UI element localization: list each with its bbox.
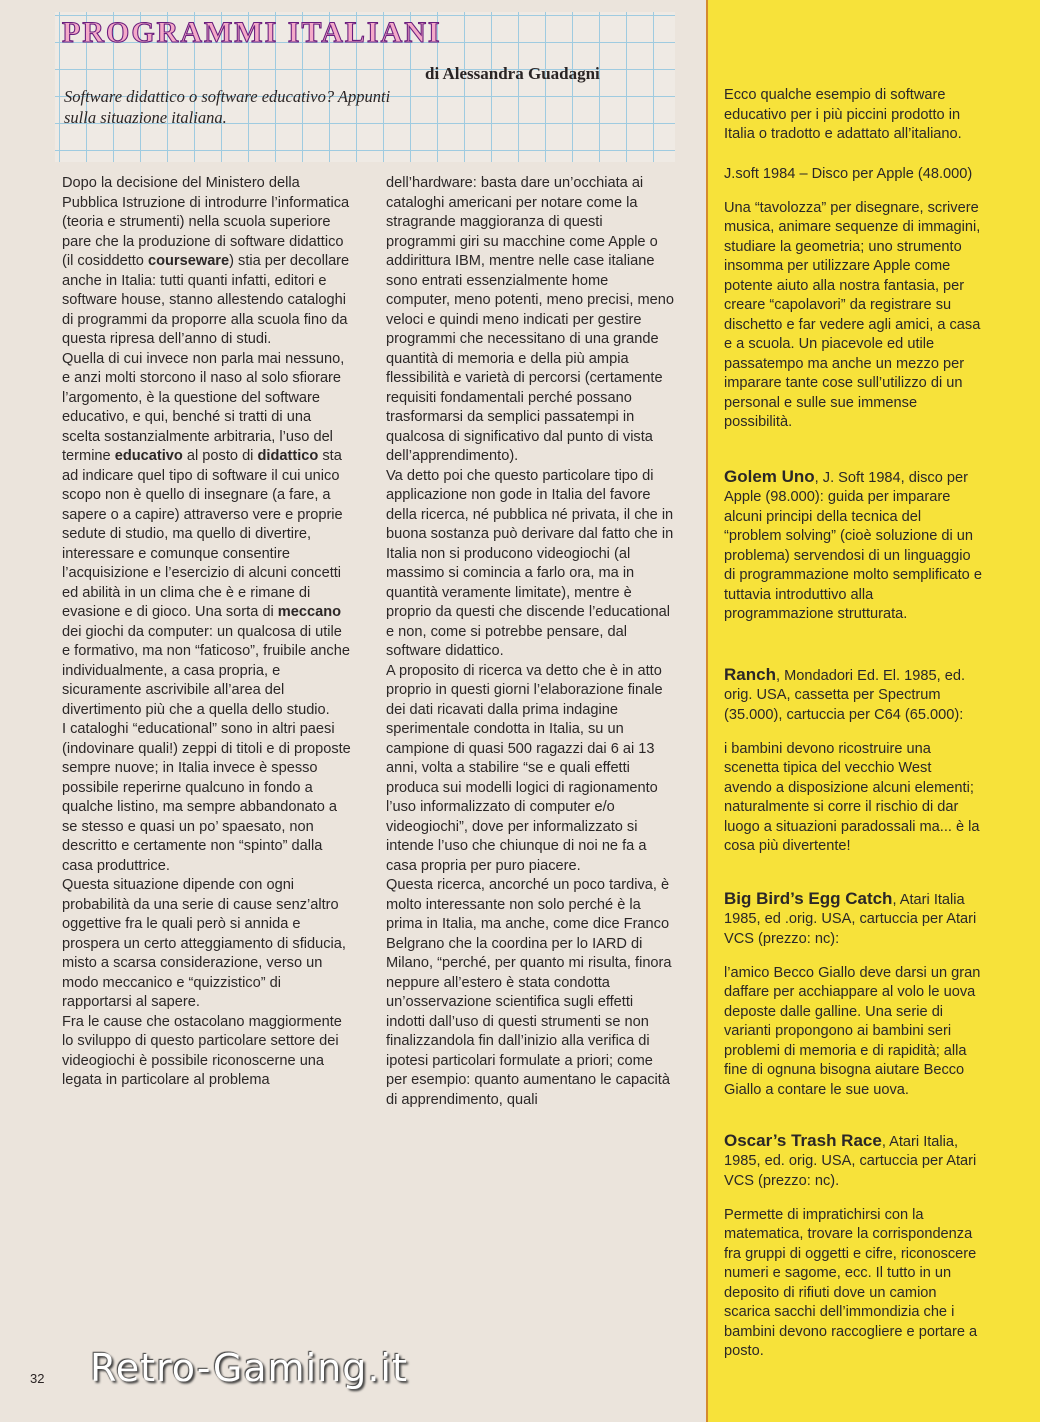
text-run: al posto di <box>182 448 258 464</box>
sidebar-entry-ranch <box>724 650 982 871</box>
paragraph: A proposito di ricerca va detto che è in atto proprio in questi giorni l’elaborazione finale dei dati ricavati dalla prima indagine sperimentale condotta in Italia, su un campione di quasi 500 ragazzi dai 6 ai 13 anni, volta a stabilire “se e quali effetti produca sui modelli logici di ragionamento l’uso informalizzato di computer e/o videogiochi”, dove per informalizzato si intende l’uso che chiunque di noi ne fa a casa propria per puro piacere. <box>386 662 663 874</box>
entry-name: Golem Uno <box>724 466 815 486</box>
text-run: ) stia per decollare anche in Italia: tutti quanti infatti, editori e software house, stanno allestendo cataloghi di programmi da proporre alla scuola fino da questa ripresa dell’anno di studi. <box>62 253 350 347</box>
text-run: dei giochi da computer: un qualcosa di utile e formativo, ma non “faticoso”, fruibile anche individualmente, a casa propria, e sicuramente ascrivibile all’area del divertimento più che a quella dello studio. <box>62 623 350 718</box>
entry-text <box>724 467 982 625</box>
paragraph: I cataloghi “educational” sono in altri paesi (indovinare quali!) zeppi di titoli e di proposte sempre nuove; in Italia invece è spesso possibile reperirne qualcuno in fondo a qualche listino, ma sempre abbandonato a se stesso e quasi un po’ spaesato, non descritto e certamente non “spinto” dalla casa produttrice. <box>62 721 351 874</box>
page-title: PROGRAMMI ITALIANI <box>62 16 442 49</box>
keyword-educativo: educativo <box>114 448 183 464</box>
entry-text <box>724 1131 982 1192</box>
paragraph <box>62 174 352 350</box>
paragraph: Questa situazione dipende con ogni probabilità da una serie di cause senz’altro oggettive fra le quali però si annida e prospera un certo atteggiamento di sfiducia, misto a scarsa considerazione, verso un modo meccanico e “quizzistico” di rapportarsi al sapere. <box>62 877 346 1010</box>
paragraph: Va detto poi che questo particolare tipo di applicazione non gode in Italia del favore della ricerca, né pubblica né privata, il che in buona sostanza può derivare dal fatto che in Italia non si producono videogiochi (al massimo si comincia a farlo ora, ma in quantità veramente limitate), mentre è proprio da questi che discende l’educational e non, come si potrebbe pensare, dal software didattico. <box>386 467 674 659</box>
entry-description: l’amico Becco Giallo deve darsi un gran daffare per acchiappare al volo le uova deposte dalle galline. Una serie di varianti propongono ai bambini seri problemi di memoria e di rapidità; alla fine di ognuna bisogna aiutare Becco Giallo a contare le sue uova. <box>724 964 981 1098</box>
sidebar-entry-oscar <box>724 1116 982 1376</box>
sidebar-entry-jsoft <box>724 150 982 447</box>
paragraph: Questa ricerca, ancorché un poco tardiva, è molto interessante non solo perché è la prima in Italia, ma anche, come dice Franco Belgrano che la coordina per lo IARD di Milano, “perché, per quanto mi risulta, finora neppure all’estero è stata condotta un’osservazione scientifica sugli effetti indotti dall’uso di questi strumenti se non finalizzandola fin dall’inizio alla verifica di ipotesi particolari formulate a priori; come per esempio: quanto aumentano le capacità di apprendimento, quali <box>386 877 672 1108</box>
sidebar-entry-golem-uno <box>724 452 982 639</box>
text-run: Quella di cui invece non parla mai nessuno, e anzi molti storcono il naso al solo sfiorare l’argomento, è la questione del software educativo, e qui, benché si tratti di una scelta sostanzialmente arbitraria, l’uso del termine <box>62 350 345 464</box>
entry-info: , J. Soft 1984, disco per Apple (98.000): guida per imparare alcuni principi della tecnica del “problem solving” (cioè soluzione di un problema) servendosi di un linguaggio di programmazione molto semplificato e tuttavia introduttivo alla programmazione strutturata. <box>724 469 982 623</box>
entry-info: J.soft 1984 – Disco per Apple (48.000) <box>724 165 973 182</box>
paragraph <box>62 350 352 721</box>
entry-name: Ranch <box>724 664 776 684</box>
sidebar-intro: Ecco qualche esempio di software educativo per i più piccini prodotto in Italia o tradotto e adattato all’italiano. <box>724 87 962 142</box>
entry-text <box>724 889 982 950</box>
sidebar-entry-big-bird <box>724 874 982 1115</box>
entry-name: Oscar’s Trash Race <box>724 1130 882 1150</box>
entry-info: , Mondadori Ed. El. 1985, ed. orig. USA, cassetta per Spectrum (35.000), cartuccia per C64 (65.000): <box>724 667 965 723</box>
entry-info: , Atari Italia 1985, ed .orig. USA, cartuccia per Atari VCS (prezzo: nc): <box>724 891 977 947</box>
text-run: Dopo la decisione del Ministero della Pubblica Istruzione di introdurre l’informatica (teoria e strumenti) nella scuola superiore pare che la produzione di software didattico (il cosiddetto <box>62 175 350 269</box>
entry-name: Big Bird’s Egg Catch <box>724 888 893 908</box>
entry-text <box>724 665 982 726</box>
entry-description: i bambini devono ricostruire una scenetta tipica del vecchio West avendo a disposizione alcuni elementi; naturalmente si corre il rischio di dar luogo a situazioni paradossali ma... è la cosa più divertente! <box>724 740 980 855</box>
text-run: sta ad indicare quel tipo di software il cui unico scopo non è quello di insegnare (a fare, a sapere o a capire) attraverso vere e proprie sedute di studio, ma quello di divertire, interessare e comunque consentire l’acquisizione e l’esercizio di alcuni concetti ed abilità in un clima che è e rimane di evasione e di gioco. Una sorta di <box>62 448 343 620</box>
watermark: Retro-Gaming.it <box>90 1346 408 1390</box>
entry-description: Permette di impratichirsi con la matematica, trovare la corrispondenza fra gruppi di oggetti e cifre, riconoscere numeri e sagome, ecc. Il tutto in un deposito di rifiuti dove un camion scarica sacchi dell’immondizia che i bambini devono raccogliere e portare a posto. <box>724 1206 978 1360</box>
keyword-courseware: courseware <box>147 253 230 269</box>
keyword-didattico: didattico <box>257 448 319 464</box>
keyword-meccano: meccano <box>277 604 342 620</box>
paragraph: dell’hardware: basta dare un’occhiata ai cataloghi americani per notare come la stragrande maggioranza di questi programmi giri su macchine come Apple o addirittura IBM, mentre nelle case italiane sono entrati essenzialmente home computer, meno potenti, meno precisi, meno veloci e quindi meno indicati per gestire programmi che necessitano di una grande quantità di memoria e della più ampia flessibilità e varietà di percorsi (certamente requisiti fondamentali perché possano trasformarsi da semplici passatempi in qualcosa di significativo dal punto di vista dell’apprendimento). <box>386 175 674 464</box>
page-number: 32 <box>30 1371 45 1386</box>
article-column-2 <box>386 174 676 1110</box>
entry-description: Una “tavolozza” per disegnare, scrivere musica, animare sequenze di immagini, studiare la geometria; uno strumento insomma per utilizzare Apple come potente aiuto alla nostra fantasia, per creare “capolavori” da registrare su dischetto e far vedere agli amici, a casa e a scuola. Un piacevole ed utile passatempo ma anche un mezzo per imparare tante cose sull’utilizzo di un personal e sulle sue immense possibilità. <box>724 199 981 431</box>
paragraph: Fra le cause che ostacolano maggiormente lo sviluppo di questo particolare settore dei videogiochi è possibile riconoscerne una legata in particolare al problema <box>62 1013 342 1088</box>
entry-info: , Atari Italia, 1985, ed. orig. USA, cartuccia per Atari VCS (prezzo: nc). <box>724 1133 977 1189</box>
author-byline: di Alessandra Guadagni <box>425 64 600 83</box>
article-column-1 <box>62 174 352 1091</box>
article-subtitle: Software didattico o software educativo? Appunti sulla situazione italiana. <box>64 87 391 127</box>
